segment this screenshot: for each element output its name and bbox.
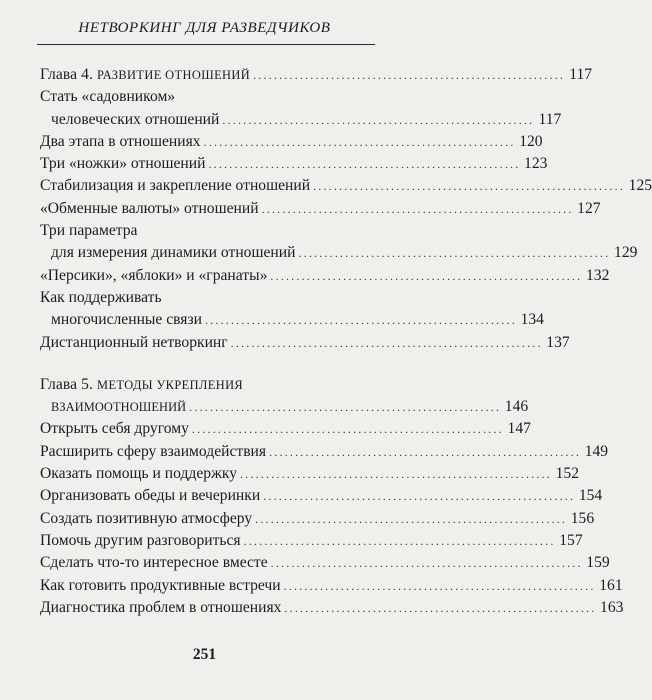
chapter-5-title-line1: МЕТОДЫ УКРЕПЛЕНИЯ — [97, 377, 244, 392]
leader-dots: ............................................................ — [203, 134, 516, 149]
toc-entry-title: Три параметра — [40, 222, 138, 240]
toc-entry-title: для измерения динамики отношений — [51, 244, 296, 262]
toc-entry-title: «Обменные валюты» отношений — [40, 199, 259, 217]
leader-dots: ............................................................ — [263, 489, 576, 504]
toc-entry-title: многочисленные связи — [51, 311, 202, 329]
toc-entry-title: Помочь другим разговориться — [40, 531, 241, 549]
leader-dots: ............................................................ — [313, 179, 626, 194]
chapter-4-label: Глава 4. — [40, 66, 94, 83]
toc-entry-page: 154 — [578, 487, 603, 505]
toc-entry-title: Как готовить продуктивные встречи — [40, 576, 281, 594]
toc-entry-line — [40, 175, 652, 197]
toc-entry-line — [40, 485, 603, 507]
header-rule — [37, 44, 375, 45]
leader-dots: ............................................................ — [230, 335, 543, 350]
toc-entry-line — [40, 309, 544, 331]
leader-dots: ............................................................ — [270, 268, 583, 283]
toc-entry-page: 163 — [600, 598, 624, 616]
toc-entry-title: Организовать обеды и вечеринки — [40, 487, 261, 505]
leader-dots: ............................................................ — [243, 533, 556, 548]
toc-entry-page: 123 — [524, 155, 548, 173]
toc-entry-title: человеческих отношений — [51, 110, 220, 128]
toc-entry-title: Как поддерживать — [40, 288, 162, 306]
toc-entry-page: 120 — [519, 132, 543, 150]
toc-entry-line — [40, 86, 374, 108]
page-number: 251 — [192, 646, 217, 663]
chapter-5-title-line2: ВЗАИМООТНОШЕНИЙ — [51, 400, 187, 415]
toc-entry-page: 127 — [577, 199, 601, 217]
table-of-contents — [40, 64, 652, 619]
toc-entry-title: Три «ножки» отношений — [40, 155, 206, 173]
toc-entry-page: 152 — [555, 465, 579, 483]
leader-dots: ............................................................ — [261, 201, 574, 216]
toc-entry-page: 129 — [614, 244, 638, 262]
chapter-4-heading — [40, 64, 593, 86]
leader-dots: ............................................................ — [208, 157, 521, 172]
toc-entry-title: Сделать что-то интересное вместе — [40, 554, 268, 572]
toc-entry-line — [40, 265, 610, 287]
toc-entry-page: 147 — [507, 420, 531, 438]
leader-dots: ............................................................ — [222, 112, 535, 127]
leader-dots: ............................................................ — [284, 600, 597, 615]
leader-dots: ............................................................ — [283, 578, 596, 593]
chapter-5-entries — [40, 418, 624, 619]
toc-entry-line — [40, 131, 543, 153]
chapter-gap — [40, 354, 374, 374]
toc-entry-line — [40, 242, 638, 264]
toc-entry-line — [40, 332, 570, 354]
toc-entry-line — [40, 441, 609, 463]
toc-entry-title: Дистанционный нетворкинг — [40, 333, 228, 351]
toc-entry-title: Оказать помощь и поддержку — [40, 465, 237, 483]
toc-entry-line — [40, 463, 579, 485]
toc-entry-page: 149 — [584, 442, 609, 460]
toc-entry-title: Стабилизация и закрепление отношений — [40, 177, 311, 195]
toc-entry-page: 159 — [586, 554, 610, 572]
leader-dots: ............................................................ — [189, 400, 502, 415]
running-header: НЕТВОРКИНГ ДЛЯ РАЗВЕДЧИКОВ — [78, 20, 331, 36]
toc-entry-title: Диагностика проблем в отношениях — [40, 598, 282, 616]
toc-entry-title: Два этапа в отношениях — [40, 132, 201, 150]
leader-dots: ............................................................ — [191, 422, 504, 437]
toc-entry-line — [40, 287, 374, 309]
toc-entry-page: 117 — [538, 110, 562, 128]
chapter-4-page: 117 — [569, 66, 593, 83]
leader-dots: ............................................................ — [270, 556, 583, 571]
leader-dots: ............................................................ — [298, 246, 611, 261]
leader-dots: ............................................................ — [269, 444, 582, 459]
toc-entry-title: Стать «садовником» — [40, 88, 176, 106]
toc-entry-line — [40, 530, 583, 552]
toc-entry-page: 125 — [628, 177, 652, 195]
toc-entry-line — [40, 220, 374, 242]
toc-entry-line — [40, 153, 548, 175]
toc-entry-page: 132 — [585, 266, 610, 284]
leader-dots: ............................................................ — [240, 467, 552, 482]
toc-entry-page: 156 — [570, 509, 595, 527]
toc-entry-page: 134 — [520, 311, 544, 329]
toc-entry-line — [40, 575, 623, 597]
toc-entry-page: 137 — [546, 333, 570, 351]
chapter-4-title: РАЗВИТИЕ ОТНОШЕНИЙ — [97, 68, 251, 82]
chapter-4-entries — [40, 86, 652, 354]
toc-entry-line — [40, 597, 624, 619]
toc-entry-title: Открыть себя другому — [40, 420, 189, 438]
chapter-5-label: Глава 5. — [40, 375, 94, 393]
toc-entry-title: «Персики», «яблоки» и «гранаты» — [40, 266, 268, 284]
toc-entry-line — [40, 552, 610, 574]
leader-dots: ............................................................ — [255, 511, 568, 526]
toc-entry-line — [40, 109, 562, 131]
toc-entry-line — [40, 418, 531, 440]
chapter-5-page: 146 — [504, 398, 529, 416]
toc-entry-title: Расширить сферу взаимодействия — [40, 442, 267, 460]
toc-entry-line — [40, 508, 595, 530]
toc-entry-line — [40, 198, 601, 220]
chapter-5-heading — [40, 374, 374, 396]
leader-dots: ............................................................ — [204, 313, 517, 328]
leader-dots: ............................................................ — [253, 68, 566, 82]
toc-entry-page: 161 — [599, 576, 623, 594]
toc-entry-page: 157 — [559, 531, 583, 549]
chapter-5-heading-cont — [40, 396, 529, 418]
toc-entry-title: Создать позитивную атмосферу — [40, 509, 253, 527]
